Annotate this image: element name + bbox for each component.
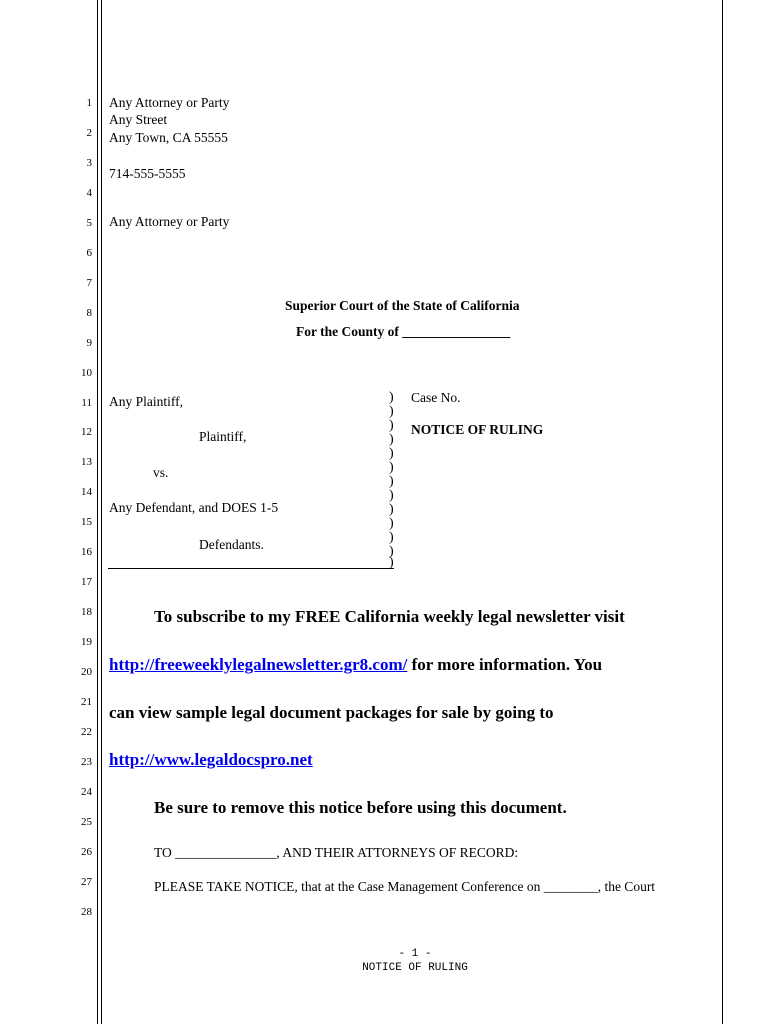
line-number: 27 [81,875,92,888]
line-number: 7 [86,276,92,289]
to-line: TO _______________, AND THEIR ATTORNEYS OF RECORD: [154,845,519,860]
left-margin-rule-outer [97,0,98,1024]
notice-line-2 [109,655,602,675]
line-number: 19 [81,636,92,649]
line-number: 10 [81,366,92,379]
legaldocs-link[interactable]: http://www.legaldocspro.net [109,750,313,769]
plaintiff-name: Any Plaintiff, [109,394,183,409]
line-number: 25 [81,815,92,828]
line-number: 3 [86,156,92,169]
left-margin-rule-inner [101,0,102,1024]
line-number: 8 [86,306,92,319]
attorney-city: Any Town, CA 55555 [109,130,228,145]
line-number: 23 [81,755,92,768]
newsletter-link[interactable]: http://freeweeklylegalnewsletter.gr8.com/ [109,655,408,674]
plaintiff-role: Plaintiff, [199,429,247,444]
line-number: 14 [81,486,92,499]
notice-line-2-text: for more information. You [407,655,603,674]
notice-line-3: can view sample legal document packages for sale by going to [109,703,554,722]
page-number: - 1 - [398,948,432,960]
line-number: 13 [81,456,92,469]
line-number: 17 [81,576,92,589]
defendant-name: Any Defendant, and DOES 1-5 [109,500,279,515]
right-margin-rule [722,0,723,1024]
document-title: NOTICE OF RULING [411,422,544,437]
versus: vs. [153,465,169,480]
line-number: 16 [81,546,92,559]
line-number: 5 [86,216,92,229]
defendant-role: Defendants. [199,537,264,552]
line-number: 20 [81,666,92,679]
line-number: 21 [81,696,92,708]
case-number-label: Case No. [411,390,461,405]
line-number: 11 [81,396,92,409]
line-number: 24 [81,785,92,798]
line-number: 2 [86,126,92,139]
line-number: 15 [81,516,92,529]
notice-line-1: To subscribe to my FREE California weekly legal newsletter visit [154,607,625,626]
remove-notice: Be sure to remove this notice before using this document. [154,798,567,817]
line-number: 12 [81,426,92,439]
attorney-name: Any Attorney or Party [109,95,230,110]
line-number: 22 [81,725,92,738]
line-number: 6 [86,246,92,259]
court-county: For the County of ________________ [296,324,511,339]
notice-body-line: PLEASE TAKE NOTICE, that at the Case Management Conference on ________, the Court [154,879,656,894]
line-number: 4 [86,186,92,199]
line-number: 26 [81,845,92,858]
footer-title: NOTICE OF RULING [362,962,468,974]
notice-line-4 [109,750,313,770]
attorney-phone: 714-555-5555 [109,166,186,181]
attorney-for: Any Attorney or Party [109,214,230,229]
caption-underline [108,568,394,569]
line-number: 9 [86,336,92,349]
line-number: 28 [81,905,92,918]
attorney-street: Any Street [109,112,168,127]
line-number: 18 [81,606,92,619]
court-name: Superior Court of the State of California [285,298,520,313]
line-number: 1 [86,97,92,109]
